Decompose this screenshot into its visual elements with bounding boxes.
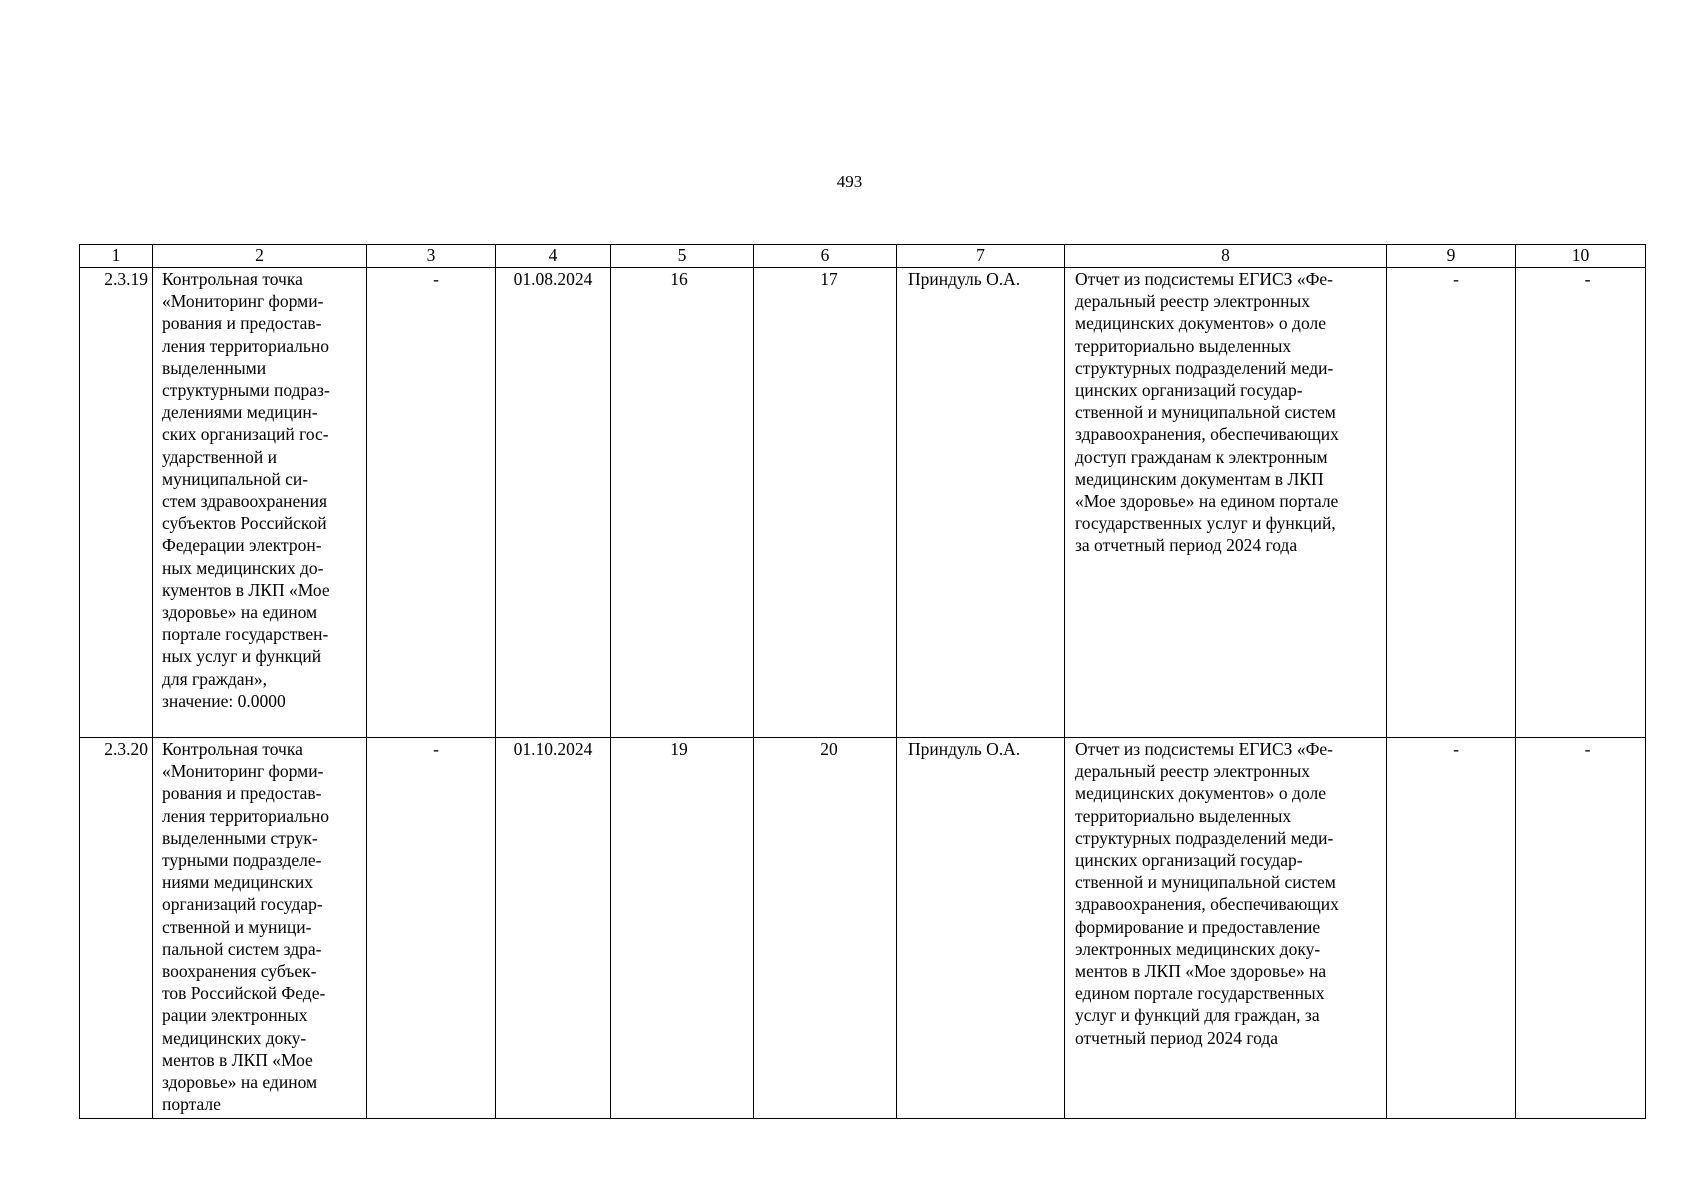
report-text: Отчет из подсистемы ЕГИСЗ «Фе- деральный реестр электронных медицинских документов» о доле территориально выделенных структурных подразделений меди- цинских организаций государ- ственной и муниципальной систем здравоохранения, обеспечивающих формирование и предоставление электронных медицинских доку- ментов в ЛКП «Мое здоровье» на едином портале государственных услуг и функций для граждан, за отчетный период 2024 года xyxy=(1075,739,1339,1048)
table-header-row xyxy=(80,245,1646,268)
column-header: 2 xyxy=(153,245,367,268)
row-number-cell: 2.3.19 xyxy=(80,268,153,738)
column-10-cell: - xyxy=(1516,268,1646,738)
column-6-cell: 17 xyxy=(754,268,897,738)
responsible-cell: Приндуль О.А. xyxy=(897,738,1065,1119)
column-10-cell: - xyxy=(1516,738,1646,1119)
date-cell: 01.08.2024 xyxy=(496,268,611,738)
report-cell xyxy=(1065,738,1387,1119)
column-3-cell: - xyxy=(367,268,496,738)
page-number xyxy=(0,172,1697,192)
column-6-cell: 20 xyxy=(754,738,897,1119)
column-5-cell: 19 xyxy=(611,738,754,1119)
column-header: 8 xyxy=(1065,245,1387,268)
column-9-cell: - xyxy=(1387,268,1516,738)
column-header: 7 xyxy=(897,245,1065,268)
row-number-cell: 2.3.20 xyxy=(80,738,153,1119)
plan-table xyxy=(79,244,1646,1119)
column-header: 1 xyxy=(80,245,153,268)
column-header: 10 xyxy=(1516,245,1646,268)
column-header: 9 xyxy=(1387,245,1516,268)
responsible-cell: Приндуль О.А. xyxy=(897,268,1065,738)
column-header: 5 xyxy=(611,245,754,268)
description-text: Контрольная точка «Мониторинг форми- рования и предостав- ления территориально выделенными структурными подраз- делениями медицин- ских организаций гос- ударственной и муниципальной си- стем здравоохранения субъектов Российской Федерации электрон- ных медицинских до- кументов в ЛКП «Мое здоровье» на едином портале государствен- ных услуг и функций для граждан», значение: 0.0000 xyxy=(162,269,330,711)
column-5-cell: 16 xyxy=(611,268,754,738)
description-cell xyxy=(153,268,367,738)
column-3-cell: - xyxy=(367,738,496,1119)
description-cell xyxy=(153,738,367,1119)
date-cell: 01.10.2024 xyxy=(496,738,611,1119)
report-text: Отчет из подсистемы ЕГИСЗ «Фе- деральный реестр электронных медицинских документов» о доле территориально выделенных структурных подразделений меди- цинских организаций государ- ственной и муниципальной систем здравоохранения, обеспечивающих доступ гражданам к электронным медицинским документам в ЛКП «Мое здоровье» на едином портале государственных услуг и функций, за отчетный период 2024 года xyxy=(1075,269,1339,556)
report-cell xyxy=(1065,268,1387,738)
table-row xyxy=(80,268,1646,738)
description-text: Контрольная точка «Мониторинг форми- рования и предостав- ления территориально выделенными струк- турными подразделе- ниями медицинских организаций государ- ственной и муници- пальной систем здра- воохранения субъек- тов Российской Феде- рации электронных медицинских доку- ментов в ЛКП «Мое здоровье» на едином портале xyxy=(162,739,329,1115)
column-header: 4 xyxy=(496,245,611,268)
page-number-text: 493 xyxy=(836,172,863,191)
column-header: 3 xyxy=(367,245,496,268)
table-row xyxy=(80,738,1646,1119)
column-header: 6 xyxy=(754,245,897,268)
column-9-cell: - xyxy=(1387,738,1516,1119)
